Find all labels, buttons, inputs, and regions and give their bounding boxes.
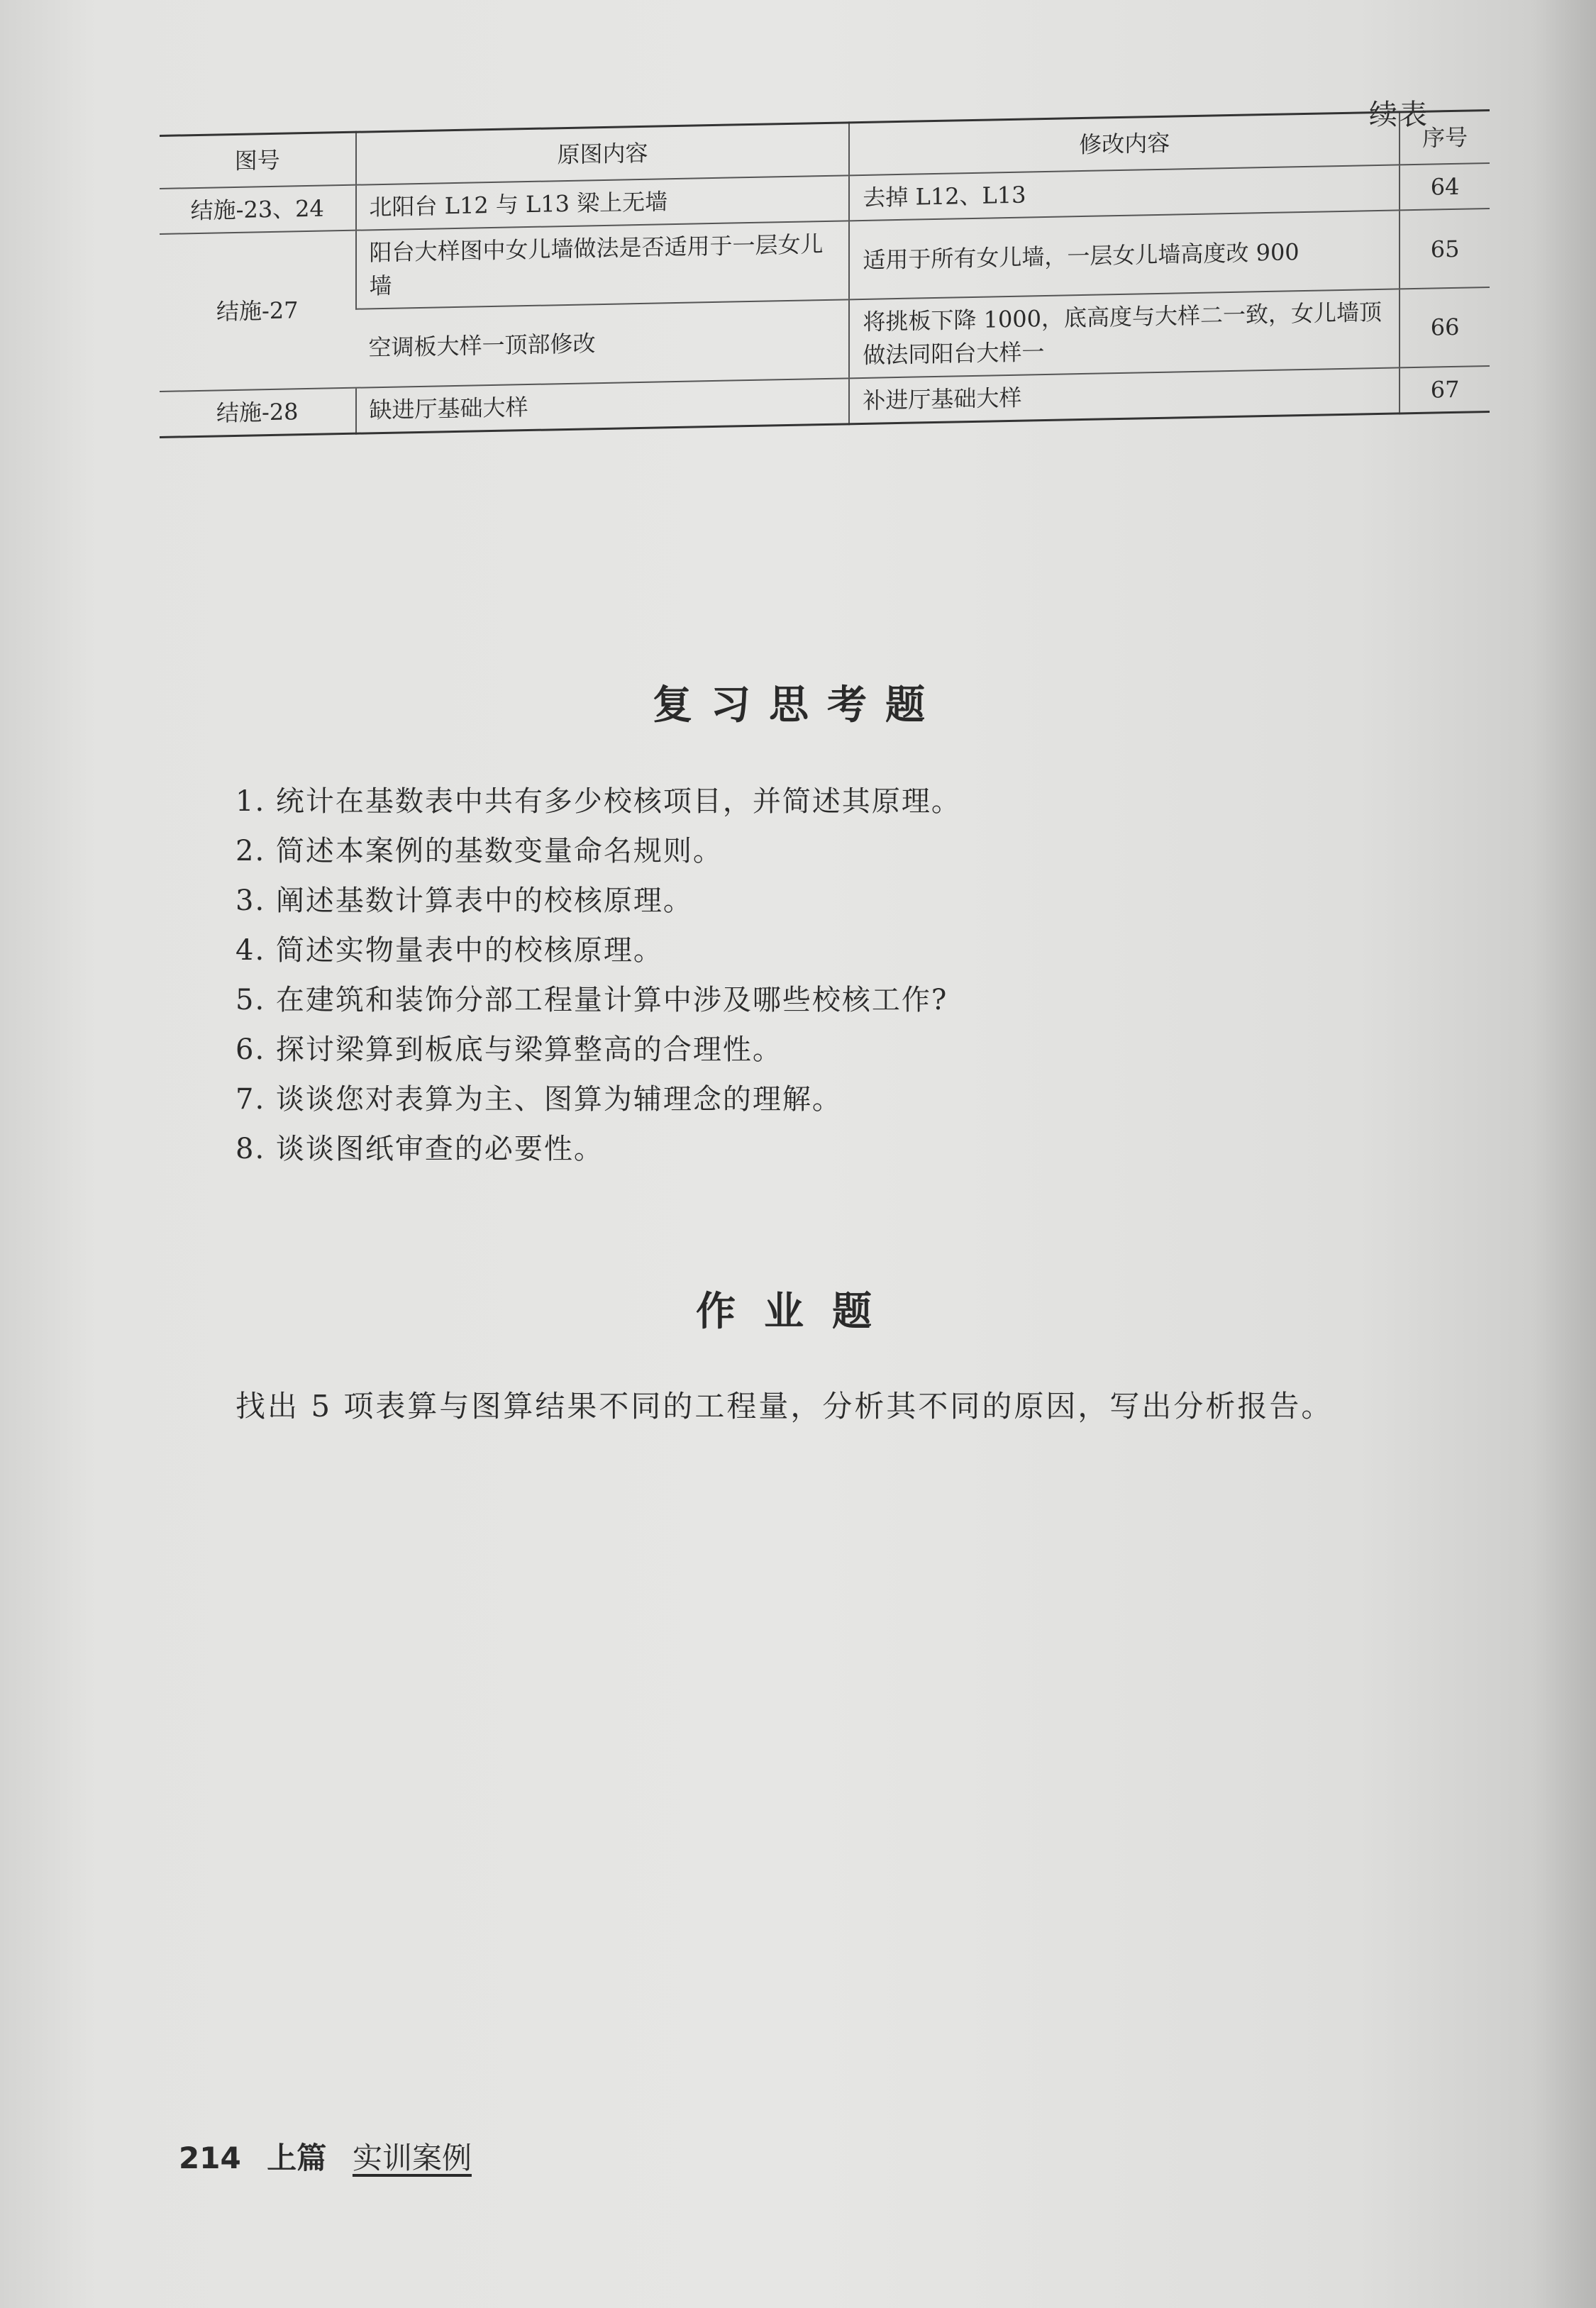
header-seq: 序号 [1400, 110, 1490, 165]
cell-figure: 结施-28 [160, 388, 356, 438]
cell-original: 阳台大样图中女儿墙做法是否适用于一层女儿墙 [356, 221, 850, 309]
review-section-title: 复习思考题 [653, 682, 943, 728]
header-modification: 修改内容 [849, 112, 1400, 175]
cell-original: 空调板大样一顶部修改 [356, 300, 850, 388]
list-item: 7. 谈谈您对表算为主、图算为辅理念的理解。 [235, 1083, 842, 1116]
cell-original: 北阳台 L12 与 L13 梁上无墙 [356, 175, 850, 231]
cell-original: 缺进厅基础大样 [356, 378, 850, 433]
cell-modification: 适用于所有女儿墙，一层女儿墙高度改 900 [849, 211, 1400, 300]
list-item: 6. 探讨梁算到板底与梁算整高的合理性。 [235, 1033, 782, 1066]
cell-figure: 结施-27 [160, 231, 356, 392]
cell-modification: 补进厅基础大样 [849, 367, 1400, 424]
review-question-list [235, 777, 961, 1174]
list-item: 4. 简述实物量表中的校核原理。 [235, 934, 663, 967]
header-original: 原图内容 [356, 123, 850, 185]
revision-table [160, 109, 1490, 438]
list-item: 2. 简述本案例的基数变量命名规则。 [235, 835, 723, 867]
cell-figure: 结施-23、24 [160, 185, 356, 235]
continued-table-label: 续表 [1369, 99, 1429, 131]
page-number: 214 [179, 2141, 241, 2175]
cell-seq: 67 [1400, 366, 1490, 414]
list-item: 3. 阐述基数计算表中的校核原理。 [235, 884, 693, 917]
page-footer [179, 2135, 487, 2177]
homework-section-title: 作业题 [696, 1289, 900, 1335]
footer-chapter: 实训案例 [352, 2141, 472, 2175]
footer-part: 上篇 [267, 2141, 327, 2175]
cell-seq: 65 [1400, 209, 1490, 289]
revision-table-container [160, 109, 1490, 560]
spine-shadow [1532, 0, 1596, 2308]
list-item: 5. 在建筑和装饰分部工程量计算中涉及哪些校核工作? [235, 984, 948, 1016]
homework-paragraph: 找出 5 项表算与图算结果不同的工程量，分析其不同的原因，写出分析报告。 [235, 1389, 1334, 1424]
cell-seq: 66 [1400, 287, 1490, 367]
cell-modification: 去掉 L12、L13 [849, 165, 1400, 221]
list-item: 1. 统计在基数表中共有多少校核项目，并简述其原理。 [235, 785, 961, 818]
cell-modification: 将挑板下降 1000，底高度与大样二一致，女儿墙顶做法同阳台大样一 [849, 289, 1400, 379]
list-item: 8. 谈谈图纸审查的必要性。 [235, 1133, 604, 1165]
header-figure: 图号 [160, 132, 356, 189]
cell-seq: 64 [1400, 163, 1490, 211]
